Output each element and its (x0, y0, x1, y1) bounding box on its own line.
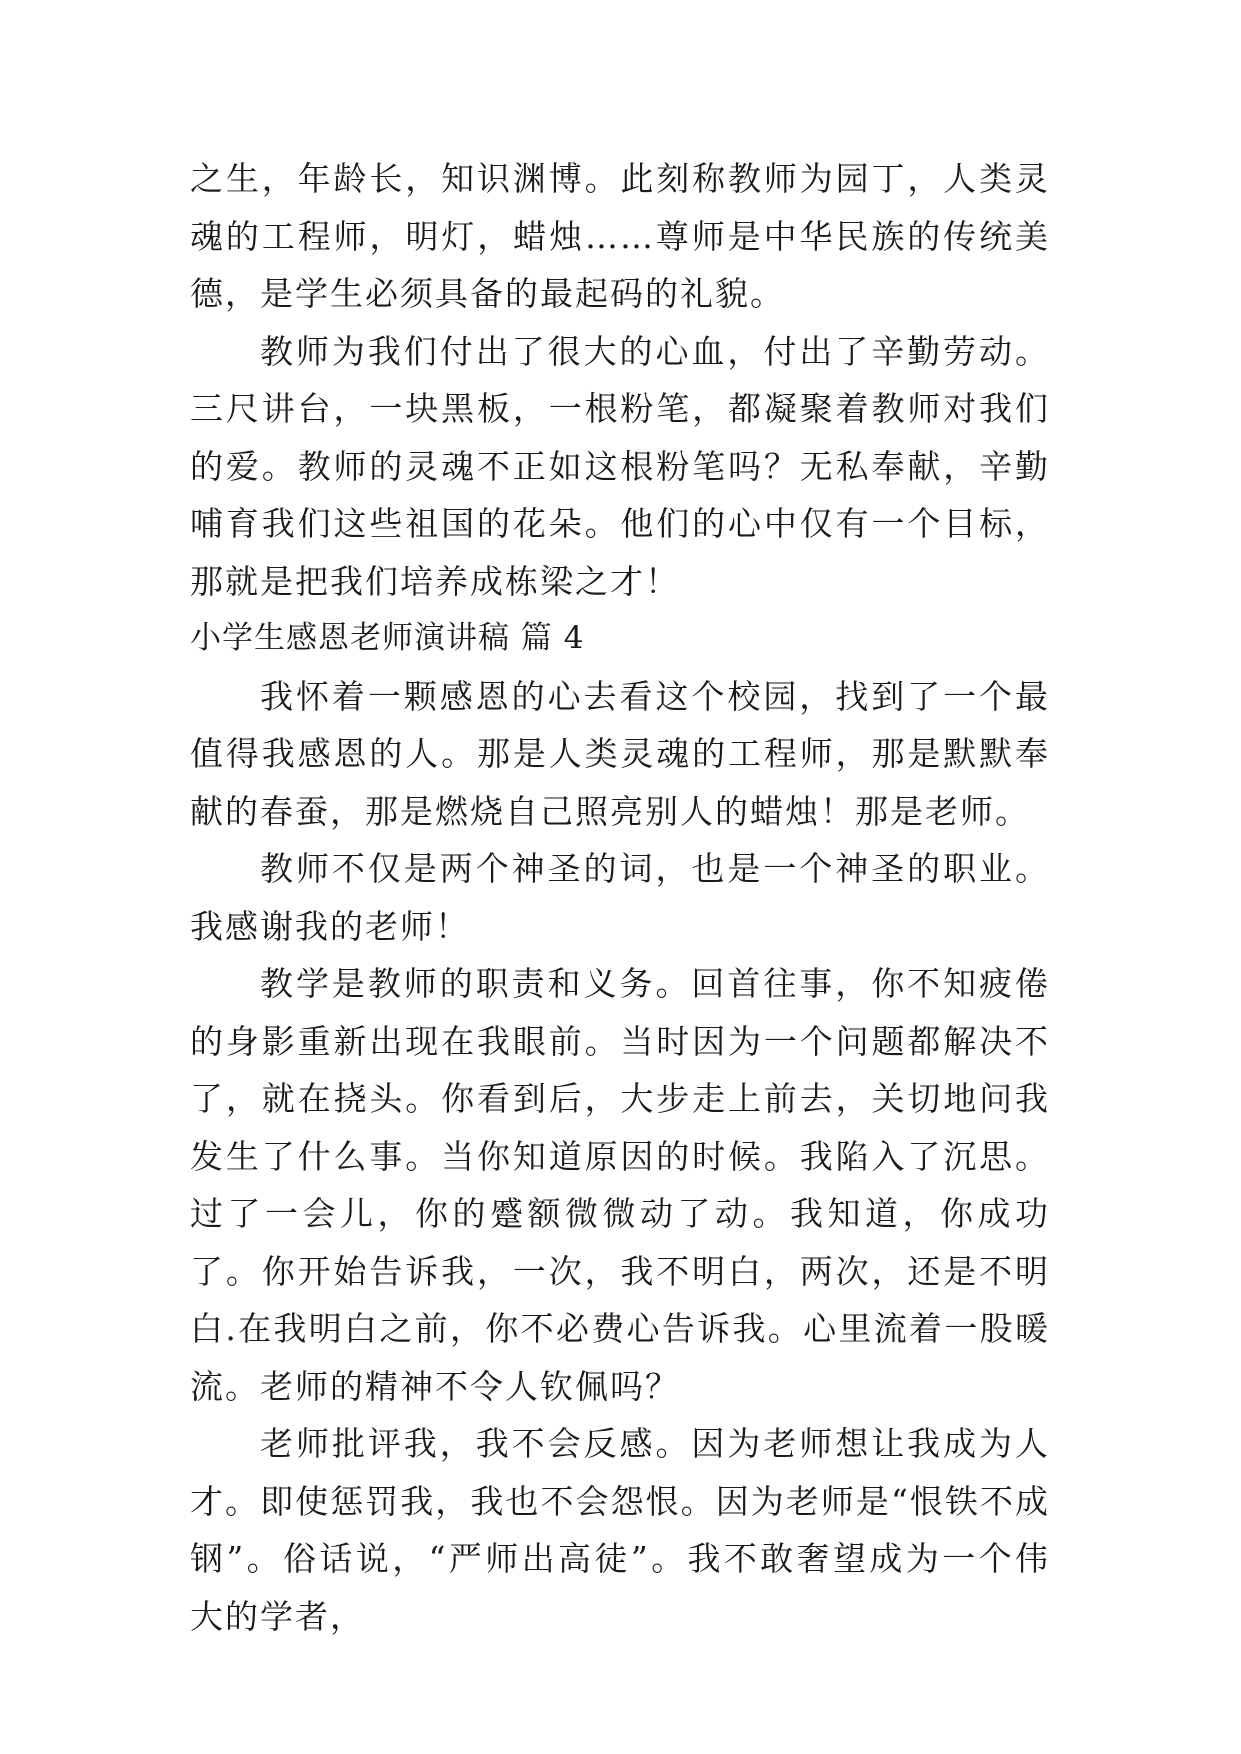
paragraph: 教师不仅是两个神圣的词，也是一个神圣的职业。我感谢我的老师！ (190, 849, 1050, 946)
section-heading: 小学生感恩老师演讲稿 篇 4 (190, 620, 585, 656)
paragraph: 老师批评我，我不会反感。因为老师想让我成为人才。即使惩罚我，我也不会怨恨。因为老师是“恨铁不成钢”。俗话说，“严师出高徒”。我不敢奢望成为一个伟大的学者， (190, 1424, 1050, 1636)
paragraph: 之生，年龄长，知识渊博。此刻称教师为园丁，人类灵魂的工程师，明灯，蜡烛……尊师是中华民族的传统美德，是学生必须具备的最起码的礼貌。 (190, 159, 1050, 313)
paragraph: 教学是教师的职责和义务。回首往事，你不知疲倦的身影重新出现在我眼前。当时因为一个问题都解决不了，就在挠头。你看到后，大步走上前去，关切地问我发生了什么事。当你知道原因的时候。我陷入了沉思。过了一会儿，你的蹙额微微动了动。我知道，你成功了。你开始告诉我，一次，我不明白，两次，还是不明白.在我明白之前，你不必费心告诉我。心里流着一股暖流。老师的精神不令人钦佩吗？ (190, 964, 1050, 1406)
paragraph: 我怀着一颗感恩的心去看这个校园，找到了一个最值得我感恩的人。那是人类灵魂的工程师，那是默默奉献的春蚕，那是燃烧自己照亮别人的蜡烛！那是老师。 (190, 676, 1050, 831)
paragraph: 教师为我们付出了很大的心血，付出了辛勤劳动。三尺讲台，一块黑板，一根粉笔，都凝聚着教师对我们的爱。教师的灵魂不正如这根粉笔吗？无私奉献，辛勤哺育我们这些祖国的花朵。他们的心中仅有一个目标，那就是把我们培养成栋梁之才！ (190, 331, 1050, 601)
document-body (190, 150, 1050, 1645)
